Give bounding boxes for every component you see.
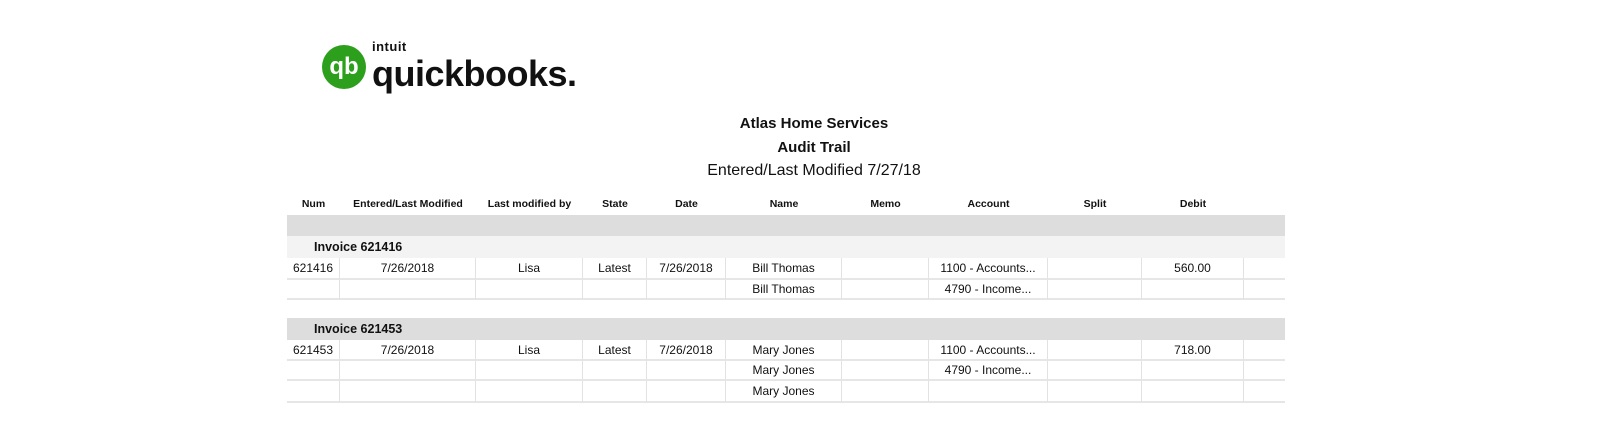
- table-cell-num: [287, 361, 340, 381]
- table-cell-debit: [1142, 280, 1244, 300]
- table-cell-account: 1100 - Accounts...: [929, 258, 1048, 280]
- table-header-row: [287, 196, 1285, 212]
- table-row: [287, 280, 1285, 300]
- table-cell-entered-last-modified: [340, 280, 476, 300]
- table-cell-extra: [1244, 381, 1285, 403]
- table-cell-entered-last-modified: [340, 361, 476, 381]
- column-header: Date: [675, 198, 698, 210]
- column-header: State: [602, 198, 628, 210]
- table-cell-last-modified-by: Lisa: [476, 258, 583, 280]
- audit-trail-table: [287, 0, 1285, 443]
- table-cell-split: [1048, 361, 1142, 381]
- table-cell-name: Bill Thomas: [726, 258, 842, 280]
- table-cell-extra: [1244, 280, 1285, 300]
- table-cell-memo: [842, 340, 929, 361]
- table-cell-state: [583, 280, 647, 300]
- column-header: Entered/Last Modified: [353, 198, 463, 210]
- table-cell-last-modified-by: Lisa: [476, 340, 583, 361]
- table-cell-state: [583, 381, 647, 403]
- table-cell-account: 1100 - Accounts...: [929, 340, 1048, 361]
- table-cell-name: Mary Jones: [726, 381, 842, 403]
- table-cell-memo: [842, 361, 929, 381]
- column-header: Split: [1083, 198, 1107, 210]
- table-cell-account: [929, 381, 1048, 403]
- table-cell-entered-last-modified: 7/26/2018: [340, 340, 476, 361]
- table-cell-debit: 718.00: [1142, 340, 1244, 361]
- table-cell-split: [1048, 280, 1142, 300]
- table-cell-date: [647, 280, 726, 300]
- column-header: Name: [769, 198, 799, 210]
- report-title: Audit Trail: [777, 139, 851, 156]
- column-header: Debit: [1179, 198, 1207, 210]
- table-cell-split: [1048, 381, 1142, 403]
- table-cell-last-modified-by: [476, 361, 583, 381]
- section-band: [287, 215, 1285, 236]
- table-cell-state: [583, 361, 647, 381]
- invoice-group-header: Invoice 621453: [287, 318, 1285, 340]
- table-cell-name: Mary Jones: [726, 340, 842, 361]
- table-cell-last-modified-by: [476, 381, 583, 403]
- column-header: Last modified by: [487, 198, 572, 210]
- table-cell-num: [287, 280, 340, 300]
- table-cell-state: Latest: [583, 258, 647, 280]
- table-cell-debit: [1142, 381, 1244, 403]
- table-cell-date: 7/26/2018: [647, 258, 726, 280]
- logo-intuit-text: intuit: [372, 39, 407, 54]
- table-cell-name: Bill Thomas: [726, 280, 842, 300]
- table-cell-num: [287, 381, 340, 403]
- table-cell-debit: 560.00: [1142, 258, 1244, 280]
- table-cell-memo: [842, 381, 929, 403]
- table-cell-split: [1048, 258, 1142, 280]
- table-cell-memo: [842, 280, 929, 300]
- table-cell-state: Latest: [583, 340, 647, 361]
- column-header: Memo: [870, 198, 901, 210]
- table-cell-name: Mary Jones: [726, 361, 842, 381]
- column-header: Account: [967, 198, 1010, 210]
- table-cell-extra: [1244, 361, 1285, 381]
- column-header: Num: [301, 198, 326, 210]
- table-cell-entered-last-modified: [340, 381, 476, 403]
- table-cell-account: 4790 - Income...: [929, 361, 1048, 381]
- table-row: [287, 258, 1285, 280]
- table-cell-debit: [1142, 361, 1244, 381]
- company-name: Atlas Home Services: [739, 115, 889, 132]
- quickbooks-logo-icon: qb: [322, 45, 366, 89]
- table-cell-account: 4790 - Income...: [929, 280, 1048, 300]
- table-row: [287, 361, 1285, 381]
- table-cell-memo: [842, 258, 929, 280]
- invoice-group-header: Invoice 621416: [287, 236, 1285, 258]
- table-cell-entered-last-modified: 7/26/2018: [340, 258, 476, 280]
- logo-name-text: quickbooks.: [372, 53, 577, 94]
- report-subtitle: Entered/Last Modified 7/27/18: [707, 162, 921, 179]
- column-header: [1244, 196, 1285, 212]
- table-cell-date: [647, 361, 726, 381]
- table-row: [287, 340, 1285, 361]
- table-cell-split: [1048, 340, 1142, 361]
- table-cell-date: [647, 381, 726, 403]
- table-cell-date: 7/26/2018: [647, 340, 726, 361]
- table-row: [287, 381, 1285, 403]
- table-cell-extra: [1244, 258, 1285, 280]
- table-cell-num: 621416: [287, 258, 340, 280]
- table-cell-extra: [1244, 340, 1285, 361]
- table-cell-last-modified-by: [476, 280, 583, 300]
- table-cell-num: 621453: [287, 340, 340, 361]
